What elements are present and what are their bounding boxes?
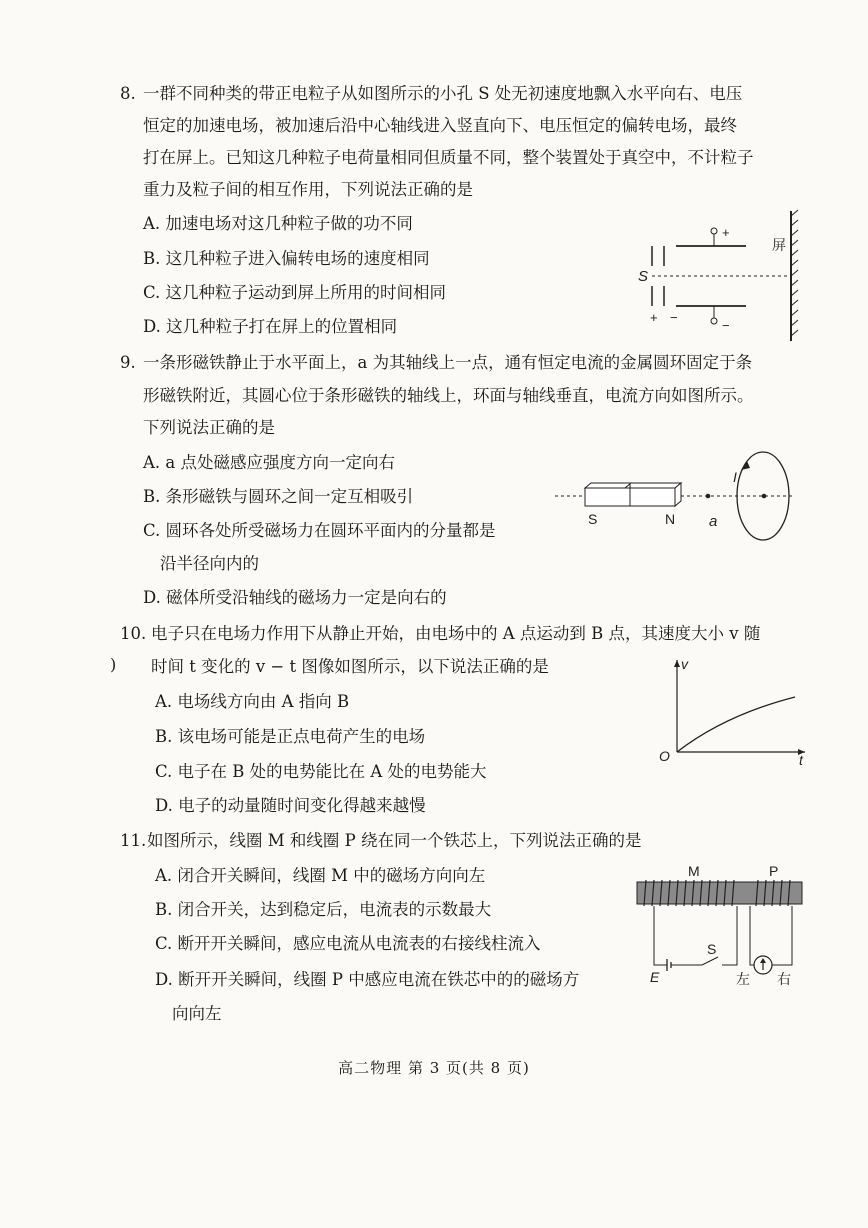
question-10-option-c: C. 电子在 B 处的电势能比在 A 处的电势能大 [155, 762, 487, 781]
plus-label-2: + [650, 310, 658, 325]
question-9-stem-line: 下列说法正确的是 [143, 418, 275, 437]
question-8-stem-line: 重力及粒子间的相互作用，下列说法正确的是 [143, 180, 473, 199]
question-8-stem-line: 一群不同种类的带正电粒子从如图所示的小孔 S 处无初速度地飘入水平向右、电压 [143, 84, 743, 103]
question-8-option-a: A. 加速电场对这几种粒子做的功不同 [143, 214, 413, 233]
question-10-vt-graph [655, 655, 810, 770]
question-11-option-a: A. 闭合开关瞬间，线圈 M 中的磁场方向向左 [155, 866, 486, 885]
screen-label: 屏 [772, 237, 786, 253]
minus-label-2: − [670, 310, 678, 325]
question-8-figure [636, 206, 811, 346]
question-8-option-d: D. 这几种粒子打在屏上的位置相同 [143, 317, 398, 336]
coil-p-label: P [769, 863, 779, 879]
margin-mark: ) [110, 655, 117, 674]
v-axis-label: v [681, 656, 688, 672]
question-10-option-d: D. 电子的动量随时间变化得越来越慢 [155, 796, 426, 815]
question-11-option-b: B. 闭合开关，达到稳定后，电流表的示数最大 [155, 900, 492, 919]
point-a-label: a [709, 513, 718, 530]
question-8-stem-line: 打在屏上。已知这几种粒子电荷量相同但质量不同，整个装置处于真空中，不计粒子 [143, 148, 754, 167]
switch-label: S [707, 941, 717, 957]
question-11-figure [632, 862, 812, 992]
question-10-stem-line: 时间 t 变化的 v − t 图像如图所示，以下说法正确的是 [151, 657, 549, 676]
minus-label: − [722, 318, 730, 333]
hole-label: S [638, 268, 649, 285]
question-8-number: 8. [120, 84, 136, 103]
question-9-stem-line: 一条形磁铁静止于水平面上，a 为其轴线上一点，通有恒定电流的金属圆环固定于条 [143, 353, 753, 372]
question-11-number: 11. [120, 831, 147, 850]
question-11-stem-line: 如图所示，线圈 M 和线圈 P 绕在同一个铁芯上，下列说法正确的是 [147, 831, 642, 850]
question-9-stem-line: 形磁铁附近，其圆心位于条形磁铁的轴线上，环面与轴线垂直，电流方向如图所示。 [143, 386, 754, 405]
page-footer: 高二物理 第 3 页(共 8 页) [338, 1059, 530, 1077]
question-11-option-d: D. 断开开关瞬间，线圈 P 中感应电流在铁芯中的的磁场方 [155, 970, 580, 989]
question-10-stem-line: 电子只在电场力作用下从静止开始，由电场中的 A 点运动到 B 点，其速度大小 v 随 [151, 624, 761, 643]
left-terminal-label: 左 [736, 971, 750, 987]
question-8-option-b: B. 这几种粒子进入偏转电场的速度相同 [143, 249, 430, 268]
question-9-number: 9. [120, 353, 136, 372]
magnet-n-label: N [665, 511, 676, 527]
question-9-option-c: C. 圆环各处所受磁场力在圆环平面内的分量都是 [143, 521, 496, 540]
question-10-number: 10. [120, 624, 147, 643]
current-label: I [733, 469, 737, 485]
question-9-figure [555, 448, 800, 548]
question-11-option-c: C. 断开开关瞬间，感应电流从电流表的右接线柱流入 [155, 934, 541, 953]
battery-label: E [650, 969, 660, 985]
magnet-s-label: S [588, 511, 598, 527]
question-10-option-a: A. 电场线方向由 A 指向 B [155, 692, 350, 711]
origin-label: O [659, 748, 670, 764]
coil-m-label: M [688, 863, 700, 879]
question-9-option-d: D. 磁体所受沿轴线的磁场力一定是向右的 [143, 588, 447, 607]
question-9-option-c-continued: 沿半径向内的 [160, 554, 259, 573]
question-8-stem-line: 恒定的加速电场，被加速后沿中心轴线进入竖直向下、电压恒定的偏转电场，最终 [143, 116, 737, 135]
t-axis-label: t [799, 752, 803, 768]
question-8-option-c: C. 这几种粒子运动到屏上所用的时间相同 [143, 283, 447, 302]
plus-label: + [722, 225, 730, 240]
question-11-option-d-continued: 向向左 [172, 1004, 222, 1023]
right-terminal-label: 右 [777, 971, 791, 987]
question-9-option-b: B. 条形磁铁与圆环之间一定互相吸引 [143, 487, 414, 506]
question-9-option-a: A. a 点处磁感应强度方向一定向右 [143, 453, 395, 472]
question-10-option-b: B. 该电场可能是正点电荷产生的电场 [155, 727, 426, 746]
